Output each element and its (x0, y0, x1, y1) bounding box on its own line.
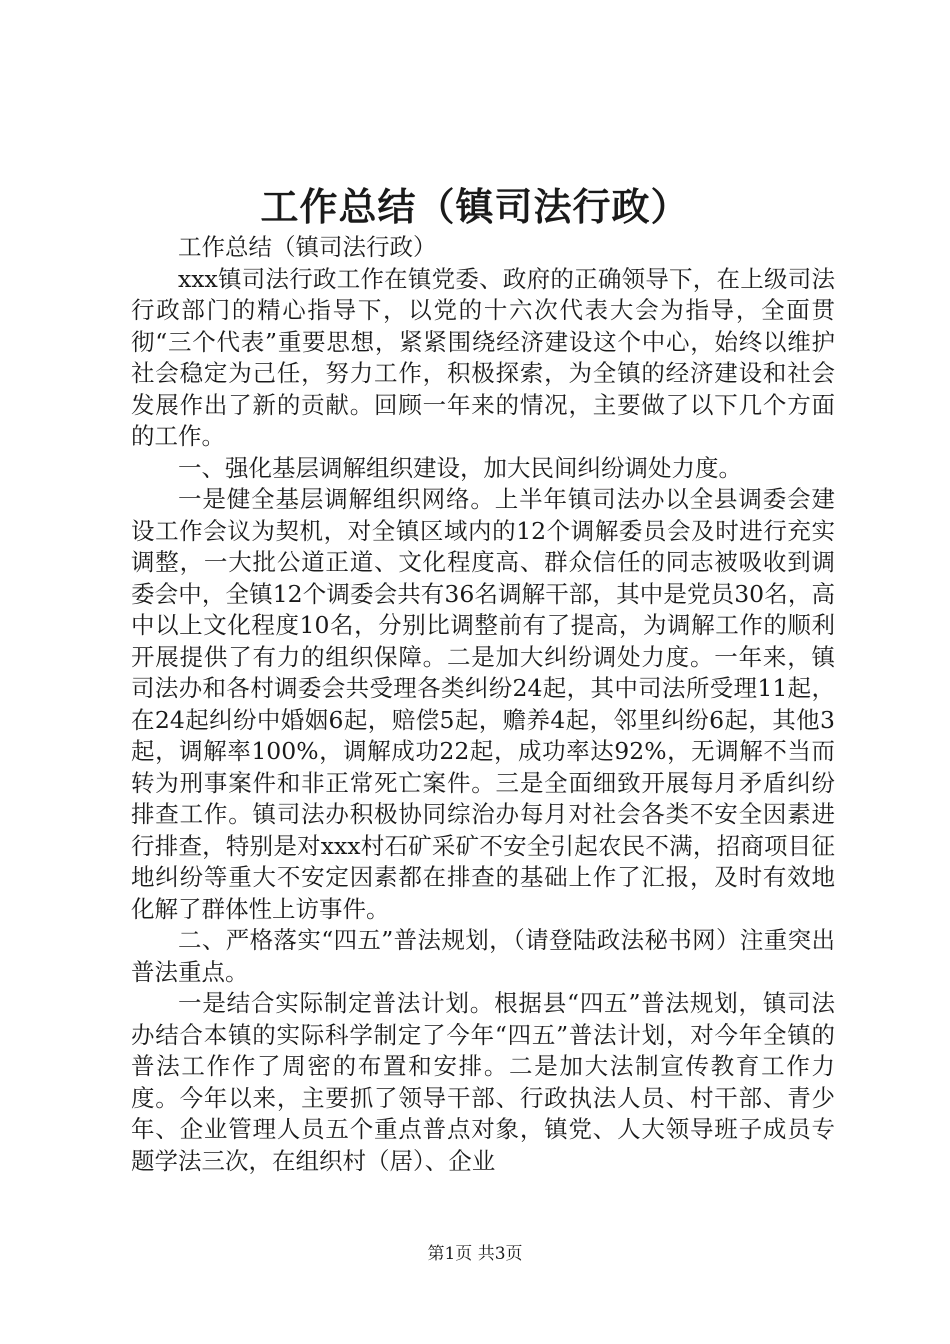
document-body (131, 232, 835, 1177)
paragraph: 工作总结（镇司法行政） (178, 233, 437, 261)
page-footer: 第1页 共3页 (427, 1244, 523, 1264)
paragraph: 二、严格落实“四五”普法规划，（请登陆政法秘书网）注重突出普法重点。 (131, 926, 835, 986)
paragraph: 一是结合实际制定普法计划。根据县“四五”普法规划，镇司法办结合本镇的实际科学制定了今年“四五”普法计划，对今年全镇的普法工作作了周密的布置和安排。二是加大法制宣传教育工作力度。今年以来，主要抓了领导干部、行政执法人员、村干部、青少年、企业管理人员五个重点普点对象，镇党、人大领导班子成员专题学法三次，在组织村（居）、企业 (131, 989, 835, 1175)
document-title: 工作总结（镇司法行政） (260, 184, 690, 229)
paragraph: 一、强化基层调解组织建设，加大民间纠纷调处力度。 (178, 453, 742, 482)
paragraph: xxx镇司法行政工作在镇党委、政府的正确领导下，在上级司法行政部门的精心指导下，以党的十六次代表大会为指导，全面贯彻“三个代表”重要思想，紧紧围绕经济建设这个中心，始终以维护社会稳定为己任，努力工作，积极探索，为全镇的经济建设和社会发展作出了新的贡献。回顾一年来的情况，主要做了以下几个方面的工作。 (131, 264, 835, 450)
paragraph: 一是健全基层调解组织网络。上半年镇司法办以全县调委会建设工作会议为契机，对全镇区域内的12个调解委员会及时进行充实调整，一大批公道正道、文化程度高、群众信任的同志被吸收到调委会中，全镇12个调委会共有36名调解干部，其中是党员30名，高中以上文化程度10名，分别比调整前有了提高，为调解工作的顺利开展提供了有力的组织保障。二是加大纠纷调处力度。一年来，镇司法办和各村调委会共受理各类纠纷24起，其中司法所受理11起，在24起纠纷中婚姻6起，赔偿5起，赡养4起，邻里纠纷6起，其他3起，调解率100%，调解成功22起，成功率达92%，无调解不当而转为刑事案件和非正常死亡案件。三是全面细致开展每月矛盾纠纷排查工作。镇司法办积极协同综治办每月对社会各类不安全因素进行排查，特别是对xxx村石矿采矿不安全引起农民不满，招商项目征地纠纷等重大不安定因素都在排查的基础上作了汇报，及时有效地化解了群体性上访事件。 (131, 485, 835, 923)
